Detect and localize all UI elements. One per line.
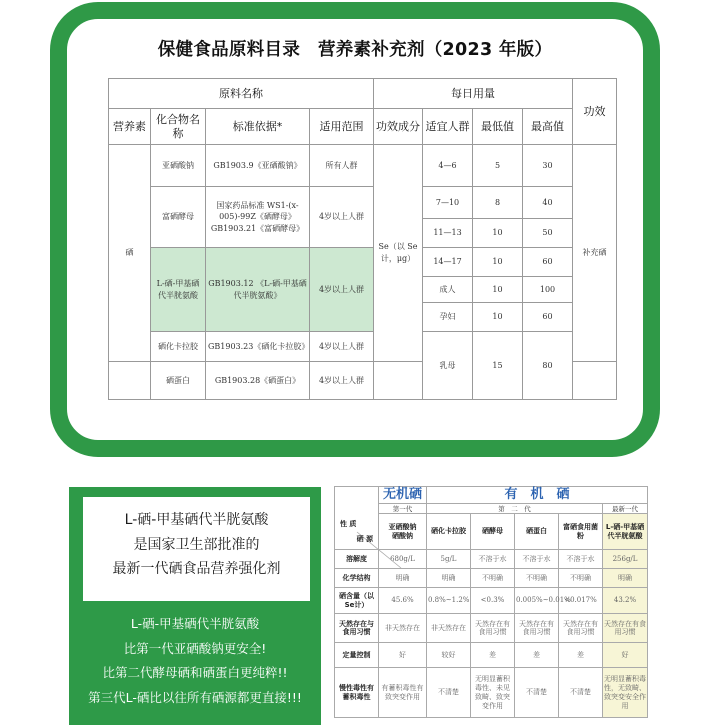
dosage-max: 60	[523, 303, 573, 332]
compound-name: L-硒-甲基硒代半胱氨酸	[151, 248, 206, 332]
selenium-comparison-table	[334, 486, 648, 718]
cell-value: 明确	[603, 569, 648, 588]
cell-value: 0.005%~0.01%	[515, 588, 559, 614]
dosage-max: 60	[523, 248, 573, 277]
dosage-crowd: 成人	[423, 277, 473, 303]
cell-value: 非天然存在	[427, 614, 471, 643]
cell-value: 差	[559, 643, 603, 668]
cell-value: 较好	[427, 643, 471, 668]
dosage-min: 15	[473, 332, 523, 400]
compound-standard: GB1903.12 《L-硒-甲基硒代半胱氨酸》	[206, 248, 310, 332]
header-standard: 标准依据*	[206, 109, 310, 145]
cell-value: 差	[471, 643, 515, 668]
cell-value: 不明确	[559, 569, 603, 588]
cell-value: 明确	[379, 569, 427, 588]
dosage-min: 10	[473, 303, 523, 332]
header-raw-name: 原料名称	[109, 79, 374, 109]
dosage-crowd: 孕妇	[423, 303, 473, 332]
dosage-max: 100	[523, 277, 573, 303]
dosage-max: 50	[523, 219, 573, 248]
cell-value: <0.017%	[559, 588, 603, 614]
compound-scope: 所有人群	[310, 145, 374, 187]
cell-value: 0.8%~1.2%	[427, 588, 471, 614]
cell-value: 天然存在有食用习惯	[559, 614, 603, 643]
header-function: 功效	[573, 79, 617, 145]
dosage-min: 10	[473, 219, 523, 248]
cell-value: 不溶于水	[559, 550, 603, 569]
function-cell: 补充硒	[573, 145, 617, 362]
promo-box-line: 最新一代硒食品营养强化剂	[112, 561, 281, 577]
dosage-crowd: 乳母	[423, 332, 473, 400]
cell-value: 不溶于水	[471, 550, 515, 569]
cell-value: 不溶于水	[515, 550, 559, 569]
corner-spacer	[335, 487, 379, 504]
compound-scope: 4岁以上人群	[310, 248, 374, 332]
corner-cell	[335, 514, 379, 550]
promo-green-line: 第三代L-硒比以往所有硒源都更直接!!!	[88, 689, 302, 705]
raw-material-table	[108, 78, 617, 400]
cell-value: 5g/L	[427, 550, 471, 569]
cell-value: 256g/L	[603, 550, 648, 569]
source-carrageenan: 硒化卡拉胶	[427, 514, 471, 550]
source-protein: 硒蛋白	[515, 514, 559, 550]
dosage-min: 5	[473, 145, 523, 187]
header-crowd: 适宜人群	[423, 109, 473, 145]
generation-2: 第 二 代	[427, 504, 603, 514]
compound-name: 硒化卡拉胶	[151, 332, 206, 362]
compound-standard: GB1903.9《亚硒酸钠》	[206, 145, 310, 187]
generation-1: 第一代	[379, 504, 427, 514]
cell-value: 差	[515, 643, 559, 668]
header-compound: 化合物名称	[151, 109, 206, 145]
cell-value: 明确	[427, 569, 471, 588]
cell-value: 不明确	[515, 569, 559, 588]
cell-value: 天然存在有食用习惯	[603, 614, 648, 643]
category-organic: 有 机 硒	[427, 487, 648, 504]
source-mushroom: 富硒食用菌粉	[559, 514, 603, 550]
promo-box-line: 是国家卫生部批准的	[133, 536, 260, 553]
nutrient-cell: 硒	[109, 145, 151, 362]
dosage-min: 10	[473, 248, 523, 277]
row-label: 溶解度	[335, 550, 379, 569]
row-label: 定量控制	[335, 643, 379, 668]
dosage-min: 8	[473, 187, 523, 219]
row-label: 天然存在与食用习惯	[335, 614, 379, 643]
source-yeast: 硒酵母	[471, 514, 515, 550]
category-inorganic: 无机硒	[379, 487, 427, 504]
header-min: 最低值	[473, 109, 523, 145]
component-cell: Se（以 Se 计，μg）	[374, 145, 423, 362]
corner-source-label: 硒 源	[356, 534, 373, 543]
compound-standard: 国家药品标准 WS1-(x-005)-99Z《硒酵母》 GB1903.21《富硒酵母》	[206, 187, 310, 248]
cell-value: 有蓄积毒性有致突变作用	[379, 668, 427, 718]
page-title: 保健食品原料目录 营养素补充剂（2023 年版）	[157, 40, 553, 60]
corner-spacer	[335, 504, 379, 514]
cell-value: 680g/L	[379, 550, 427, 569]
component-cell-spacer	[374, 362, 423, 400]
compound-standard: GB1903.23《硒化卡拉胶》	[206, 332, 310, 362]
compound-scope: 4岁以上人群	[310, 332, 374, 362]
promo-green-line: L-硒-甲基硒代半胱氨酸	[130, 616, 260, 631]
row-label: 硒含量（以Se计）	[335, 588, 379, 614]
cell-value: 不明确	[471, 569, 515, 588]
compound-scope: 4岁以上人群	[310, 187, 374, 248]
promo-green-line: 比第一代亚硒酸钠更安全!	[123, 640, 267, 656]
header-daily-dosage: 每日用量	[374, 79, 573, 109]
cell-value: 无明显蓄积毒性，无致畸、致突变安全作用	[603, 668, 648, 718]
source-sodium-selenite: 亚硒酸钠 硒酸钠	[379, 514, 427, 550]
dosage-crowd: 7—10	[423, 187, 473, 219]
compound-name: 富硒酵母	[151, 187, 206, 248]
cell-value: 不清楚	[559, 668, 603, 718]
cell-value: 好	[603, 643, 648, 668]
cell-value: 非天然存在	[379, 614, 427, 643]
compound-name: 亚硒酸钠	[151, 145, 206, 187]
source-l-selenium: L-硒-甲基硒代半胱氨酸	[603, 514, 648, 550]
row-label: 慢性毒性有蓄积毒性	[335, 668, 379, 718]
header-component: 功效成分	[374, 109, 423, 145]
generation-3: 最新一代	[603, 504, 648, 514]
compound-name: 硒蛋白	[151, 362, 206, 400]
nutrient-cell-spacer	[109, 362, 151, 400]
cell-value: 43.2%	[603, 588, 648, 614]
promo-white-box	[83, 497, 310, 601]
cell-value: 好	[379, 643, 427, 668]
promo-green-lines	[71, 612, 319, 710]
cell-value: 不清楚	[515, 668, 559, 718]
row-label: 化学结构	[335, 569, 379, 588]
dosage-min: 10	[473, 277, 523, 303]
promo-box-line: L-硒-甲基硒代半胱氨酸	[124, 512, 269, 528]
header-nutrient: 营养素	[109, 109, 151, 145]
dosage-max: 80	[523, 332, 573, 400]
promo-green-line: 比第二代酵母硒和硒蛋白更纯粹!!	[102, 665, 288, 680]
dosage-crowd: 14—17	[423, 248, 473, 277]
compound-standard: GB1903.28《硒蛋白》	[206, 362, 310, 400]
cell-value: 不清楚	[427, 668, 471, 718]
cell-value: 天然存在有食用习惯	[471, 614, 515, 643]
cell-value: 45.6%	[379, 588, 427, 614]
dosage-crowd: 4—6	[423, 145, 473, 187]
compound-scope: 4岁以上人群	[310, 362, 374, 400]
header-scope: 适用范围	[310, 109, 374, 145]
corner-property-label: 性 质	[340, 519, 357, 528]
header-max: 最高值	[523, 109, 573, 145]
cell-value: 天然存在有食用习惯	[515, 614, 559, 643]
dosage-crowd: 11—13	[423, 219, 473, 248]
function-cell-spacer	[573, 362, 617, 400]
dosage-max: 40	[523, 187, 573, 219]
cell-value: <0.3%	[471, 588, 515, 614]
dosage-max: 30	[523, 145, 573, 187]
cell-value: 无明显蓄积毒性、未见致畸、致突变作用	[471, 668, 515, 718]
